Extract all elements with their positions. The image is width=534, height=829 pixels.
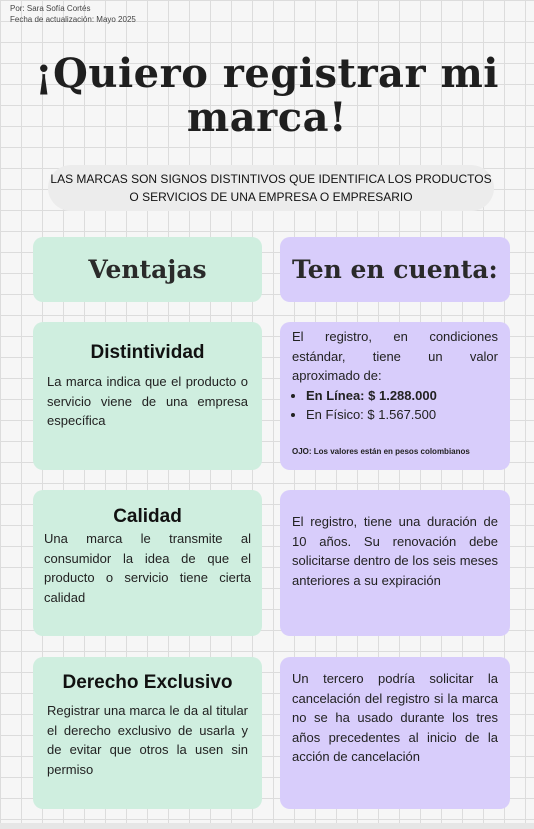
ten-en-cuenta-header-label: Ten en cuenta: bbox=[292, 255, 498, 284]
bottom-divider bbox=[0, 823, 534, 829]
ventajas-header bbox=[33, 237, 262, 302]
cuenta-card-duracion bbox=[280, 490, 510, 636]
ten-en-cuenta-header bbox=[280, 237, 510, 302]
title-line-1: ¡Quiero registrar mi bbox=[34, 50, 499, 97]
price-online bbox=[306, 386, 510, 406]
ventaja-text: Registrar una marca le da al titular el derecho exclusivo de usarla y de evitar que otros la usen sin permiso bbox=[47, 703, 248, 777]
currency-note: OJO: Los valores están en pesos colombianos bbox=[292, 446, 470, 456]
ventaja-text: La marca indica que el producto o servicio viene de una empresa específica bbox=[47, 374, 248, 428]
ventaja-title: Derecho Exclusivo bbox=[62, 672, 233, 693]
ventaja-card-distintividad bbox=[33, 322, 262, 470]
costos-intro: El registro, en condiciones estándar, tiene un valor aproximado de: bbox=[292, 329, 498, 383]
price-fisico-label: En Físico: bbox=[306, 407, 364, 422]
subtitle-line-2: O SERVICIOS DE UNA EMPRESA O EMPRESARIO bbox=[129, 190, 413, 204]
page-title bbox=[0, 52, 534, 140]
author-line: Por: Sara Sofía Cortés bbox=[10, 4, 91, 13]
subtitle-line-1: LAS MARCAS SON SIGNOS DISTINTIVOS QUE IDENTIFICA LOS PRODUCTOS bbox=[50, 172, 492, 186]
cancelacion-text: Un tercero podría solicitar la cancelación del registro si la marca no se ha usado durante los tres años precedentes al inicio de la acción de cancelación bbox=[292, 671, 498, 764]
cuenta-card-costos bbox=[280, 322, 510, 470]
updated-line: Fecha de actualización: Mayo 2025 bbox=[10, 15, 136, 24]
ventaja-card-derecho-exclusivo bbox=[33, 657, 262, 809]
ventaja-title: Distintividad bbox=[90, 342, 205, 363]
price-fisico bbox=[306, 405, 510, 425]
ventajas-header-label: Ventajas bbox=[88, 255, 207, 284]
meta-info bbox=[10, 3, 136, 25]
ventaja-title: Calidad bbox=[113, 506, 182, 527]
duracion-text: El registro, tiene una duración de 10 años. Su renovación debe solicitarse dentro de los seis meses anteriores a su expiración bbox=[292, 514, 498, 588]
price-online-label: En Línea: bbox=[306, 387, 365, 403]
title-line-2: marca! bbox=[186, 94, 348, 141]
ventaja-text: Una marca le transmite al consumidor la idea de que el producto o servicio tiene cierta calidad bbox=[44, 531, 251, 605]
ventaja-card-calidad bbox=[33, 490, 262, 636]
cuenta-card-cancelacion bbox=[280, 657, 510, 809]
price-online-value: $ 1.288.000 bbox=[368, 387, 437, 403]
subtitle-banner bbox=[48, 165, 494, 211]
price-fisico-value: $ 1.567.500 bbox=[367, 407, 437, 422]
price-list bbox=[280, 386, 510, 425]
